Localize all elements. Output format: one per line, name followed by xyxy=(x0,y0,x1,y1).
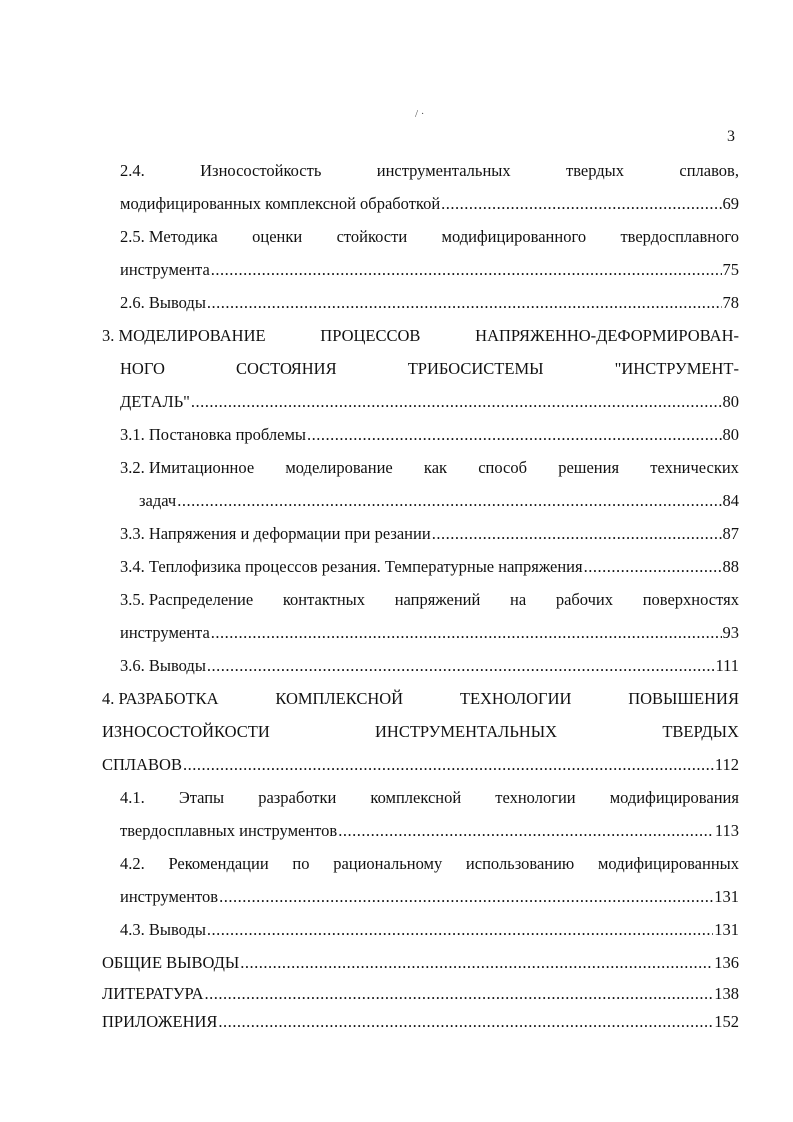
toc-entry-3-5-line2: инструмента ..... 93 xyxy=(120,616,739,649)
toc-entry-3-6: 3.6. Выводы ..... 111 xyxy=(120,649,739,682)
toc-entry-4-2-line1: 4.2. Рекомендации по рациональному использованию модифицированных xyxy=(120,854,739,873)
toc-literature: ЛИТЕРАТУРА ..... 138 xyxy=(102,977,739,1010)
toc-chapter-4-line3: СПЛАВОВ ..... 112 xyxy=(102,748,739,781)
toc-chapter-4-line2: ИЗНОСОСТОЙКОСТИ ИНСТРУМЕНТАЛЬНЫХ ТВЕРДЫХ xyxy=(102,722,739,741)
toc-entry-2-5-line2: инструмента ..... 75 xyxy=(120,253,739,286)
toc-entry-3-3: 3.3. Напряжения и деформации при резании ..... 87 xyxy=(120,517,739,550)
toc-chapter-3-line2: НОГО СОСТОЯНИЯ ТРИБОСИСТЕМЫ "ИНСТРУМЕНТ- xyxy=(120,359,739,378)
toc-entry-3-2-line2: задач ..... 84 xyxy=(139,484,739,517)
toc-entry-2-4-line1: 2.4. Износостойкость инструментальных твердых сплавов, xyxy=(120,161,739,180)
page-number: 3 xyxy=(727,128,735,145)
toc-entry-3-5-line1: 3.5. Распределение контактных напряжений на рабочих поверхностях xyxy=(120,590,739,609)
toc-entry-4-2-line2: инструментов ..... 131 xyxy=(120,880,739,913)
scan-speck: / · xyxy=(415,108,425,120)
toc-entry-3-4: 3.4. Теплофизика процессов резания. Температурные напряжения ..... 88 xyxy=(120,550,739,583)
toc-entry-2-5-line1: 2.5. Методика оценки стойкости модифицированного твердосплавного xyxy=(120,227,739,246)
toc-entry-4-1-line1: 4.1. Этапы разработки комплексной технологии модифицирования xyxy=(120,788,739,807)
toc-entry-3-1: 3.1. Постановка проблемы ..... 80 xyxy=(120,418,739,451)
toc-entry-4-3: 4.3. Выводы ..... 131 xyxy=(120,913,739,946)
toc-chapter-3-line1: 3. МОДЕЛИРОВАНИЕ ПРОЦЕССОВ НАПРЯЖЕННО-ДЕФОРМИРОВАН- xyxy=(102,326,739,345)
toc-entry-3-2-line1: 3.2. Имитационное моделирование как способ решения технических xyxy=(120,458,739,477)
toc-chapter-3-line3: ДЕТАЛЬ" ..... 80 xyxy=(120,385,739,418)
toc-entry-4-1-line2: твердосплавных инструментов ..... 113 xyxy=(120,814,739,847)
toc-general-conclusions: ОБЩИЕ ВЫВОДЫ ..... 136 xyxy=(102,946,739,979)
toc-entry-2-6: 2.6. Выводы ..... 78 xyxy=(120,286,739,319)
toc-entry-2-4-line2: модифицированных комплексной обработкой ..... 69 xyxy=(120,187,739,220)
toc-appendix: ПРИЛОЖЕНИЯ ..... 152 xyxy=(102,1005,739,1038)
toc-chapter-4-line1: 4. РАЗРАБОТКА КОМПЛЕКСНОЙ ТЕХНОЛОГИИ ПОВЫШЕНИЯ xyxy=(102,689,739,708)
